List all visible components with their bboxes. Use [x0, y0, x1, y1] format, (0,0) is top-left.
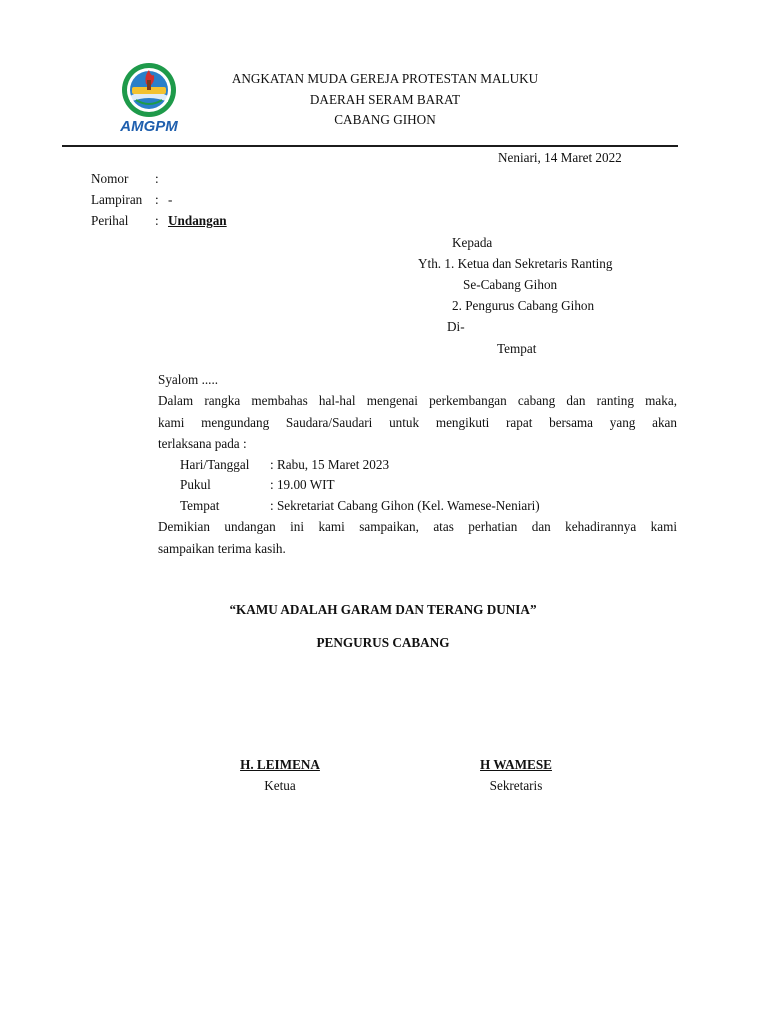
lampiran-label: Lampiran	[91, 192, 143, 207]
amgpm-logo	[108, 62, 190, 136]
org-name-line1: ANGKATAN MUDA GEREJA PROTESTAN MALUKU	[231, 71, 539, 86]
signature-role-ketua: Ketua	[264, 778, 296, 793]
recipient-line1: Yth. 1. Ketua dan Sekretaris Ranting	[418, 256, 613, 271]
org-name-line2: DAERAH SERAM BARAT	[309, 92, 461, 107]
greeting: Syalom .....	[158, 372, 219, 387]
recipient-kepada: Kepada	[452, 235, 493, 250]
perihal-colon: :	[155, 213, 159, 228]
recipient-line5: Tempat	[497, 341, 537, 356]
signature-role-sekretaris: Sekretaris	[489, 778, 543, 793]
schedule-value-time: : 19.00 WIT	[270, 477, 335, 492]
header-divider	[62, 145, 678, 147]
lampiran-value: -	[168, 192, 173, 207]
closing-line1: Demikian undangan ini kami sampaikan, atas perhatian dan kehadirannya kami	[158, 519, 677, 534]
nomor-colon: :	[155, 171, 159, 186]
recipient-line3: 2. Pengurus Cabang Gihon	[452, 298, 595, 313]
schedule-value-day: : Rabu, 15 Maret 2023	[270, 457, 390, 472]
recipient-line2: Se-Cabang Gihon	[463, 277, 558, 292]
schedule-value-place: : Sekretariat Cabang Gihon (Kel. Wamese-Neniari)	[270, 498, 540, 513]
signature-name-ketua: H. LEIMENA	[240, 757, 320, 772]
closing-line2: sampaikan terima kasih.	[158, 540, 286, 556]
intro-line1: Dalam rangka membahas hal-hal mengenai perkembangan cabang dan ranting maka,	[158, 393, 677, 408]
schedule-label-place: Tempat	[180, 498, 220, 513]
intro-line3: terlaksana pada :	[158, 436, 247, 451]
schedule-label-day: Hari/Tanggal	[180, 457, 250, 472]
recipient-line4: Di-	[447, 319, 465, 334]
letter-date: Neniari, 14 Maret 2022	[498, 150, 622, 165]
intro-line2: kami mengundang Saudara/Saudari untuk mengikuti rapat bersama yang akan	[158, 414, 677, 430]
perihal-value: Undangan	[168, 213, 227, 228]
signature-name-sekretaris: H WAMESE	[480, 757, 552, 772]
closing-paragraph	[158, 516, 677, 559]
nomor-label: Nomor	[91, 171, 129, 186]
intro-paragraph	[158, 390, 677, 455]
lampiran-colon: :	[155, 192, 159, 207]
org-name-line3: CABANG GIHON	[334, 112, 436, 127]
motto: “KAMU ADALAH GARAM DAN TERANG DUNIA”	[229, 602, 537, 617]
schedule-label-time: Pukul	[180, 477, 211, 492]
signatory-group: PENGURUS CABANG	[316, 635, 450, 650]
logo-text: AMGPM	[120, 118, 178, 135]
perihal-label: Perihal	[91, 213, 129, 228]
